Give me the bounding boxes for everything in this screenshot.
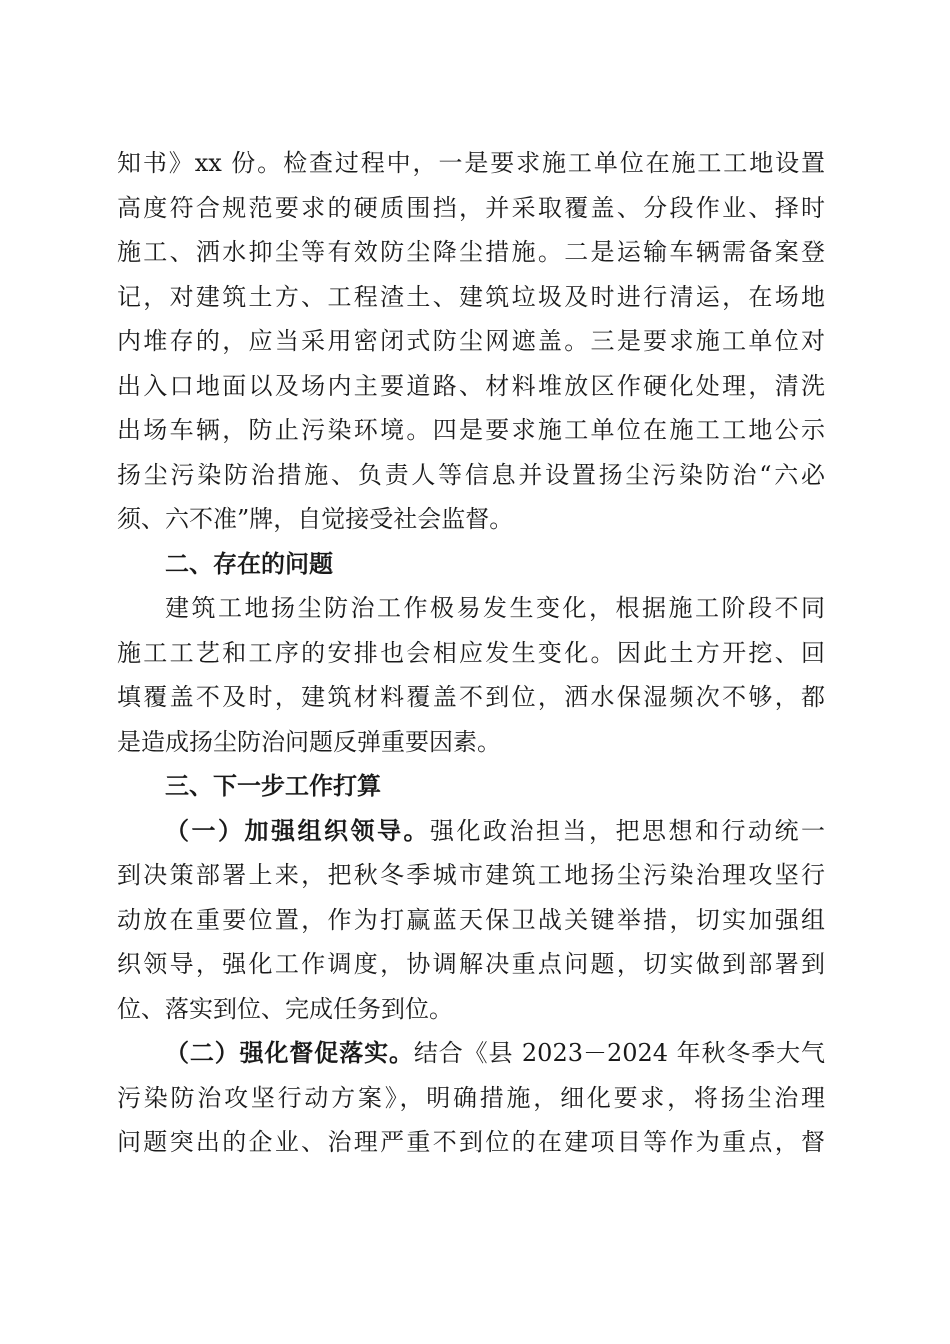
text-line: 动放在重要位置，作为打赢蓝天保卫战关键举措，切实加强组 bbox=[117, 905, 825, 934]
text-line: 高度符合规范要求的硬质围挡，并采取覆盖、分段作业、择时 bbox=[117, 193, 825, 222]
text-line: 内堆存的，应当采用密闭式防尘网遮盖。三是要求施工单位对 bbox=[117, 327, 825, 355]
paragraph-1 bbox=[117, 141, 825, 542]
paragraph-item-2 bbox=[117, 1031, 825, 1165]
item-2-lead: （二）强化督促落实。 bbox=[165, 1039, 414, 1067]
text-line: 出场车辆，防止污染环境。四是要求施工单位在施工工地公示 bbox=[117, 416, 825, 444]
text-line bbox=[117, 1031, 825, 1076]
section-heading-problems: 二、存在的问题 bbox=[165, 549, 333, 578]
item-1-lead: （一）加强组织领导。 bbox=[165, 816, 430, 845]
text-line: 扬尘污染防治措施、负责人等信息并设置扬尘污染防治“六必 bbox=[117, 460, 825, 489]
text-line: 位、落实到位、完成任务到位。 bbox=[117, 994, 453, 1023]
text-line: 填覆盖不及时，建筑材料覆盖不到位，洒水保湿频次不够，都 bbox=[117, 683, 825, 711]
text-line: 是造成扬尘防治问题反弹重要因素。 bbox=[117, 727, 501, 756]
text-line: 记，对建筑土方、工程渣土、建筑垃圾及时进行清运，在场地 bbox=[117, 282, 825, 311]
text-line: 到决策部署上来，把秋冬季城市建筑工地扬尘污染治理攻坚行 bbox=[117, 861, 825, 889]
paragraph-item-1 bbox=[117, 809, 825, 1032]
text-line: 污染防治攻坚行动方案》，明确措施，细化要求，将扬尘治理 bbox=[117, 1083, 825, 1112]
text-line: 须、六不准”牌，自觉接受社会监督。 bbox=[117, 505, 514, 533]
document-page bbox=[117, 141, 825, 1165]
text-line: 织领导，强化工作调度，协调解决重点问题，切实做到部署到 bbox=[117, 950, 825, 978]
text-line bbox=[117, 809, 825, 854]
text-line: 施工工艺和工序的安排也会相应发生变化。因此土方开挖、回 bbox=[117, 638, 825, 667]
item-2-first-line: 结合《县 2023－2024 年秋冬季大气 bbox=[413, 1039, 825, 1067]
text-line: 知书》xx 份。检查过程中，一是要求施工单位在施工工地设置 bbox=[117, 149, 825, 177]
section-heading-next-steps: 三、下一步工作打算 bbox=[165, 772, 381, 800]
paragraph-problems bbox=[117, 586, 825, 764]
item-1-first-line: 强化政治担当，把思想和行动统一 bbox=[430, 816, 825, 845]
text-line: 问题突出的企业、治理严重不到位的在建项目等作为重点，督 bbox=[117, 1128, 825, 1156]
text-line: 建筑工地扬尘防治工作极易发生变化，根据施工阶段不同 bbox=[165, 594, 825, 622]
text-line: 出入口地面以及场内主要道路、材料堆放区作硬化处理，清洗 bbox=[117, 371, 825, 400]
text-line: 施工、洒水抑尘等有效防尘降尘措施。二是运输车辆需备案登 bbox=[117, 238, 825, 266]
